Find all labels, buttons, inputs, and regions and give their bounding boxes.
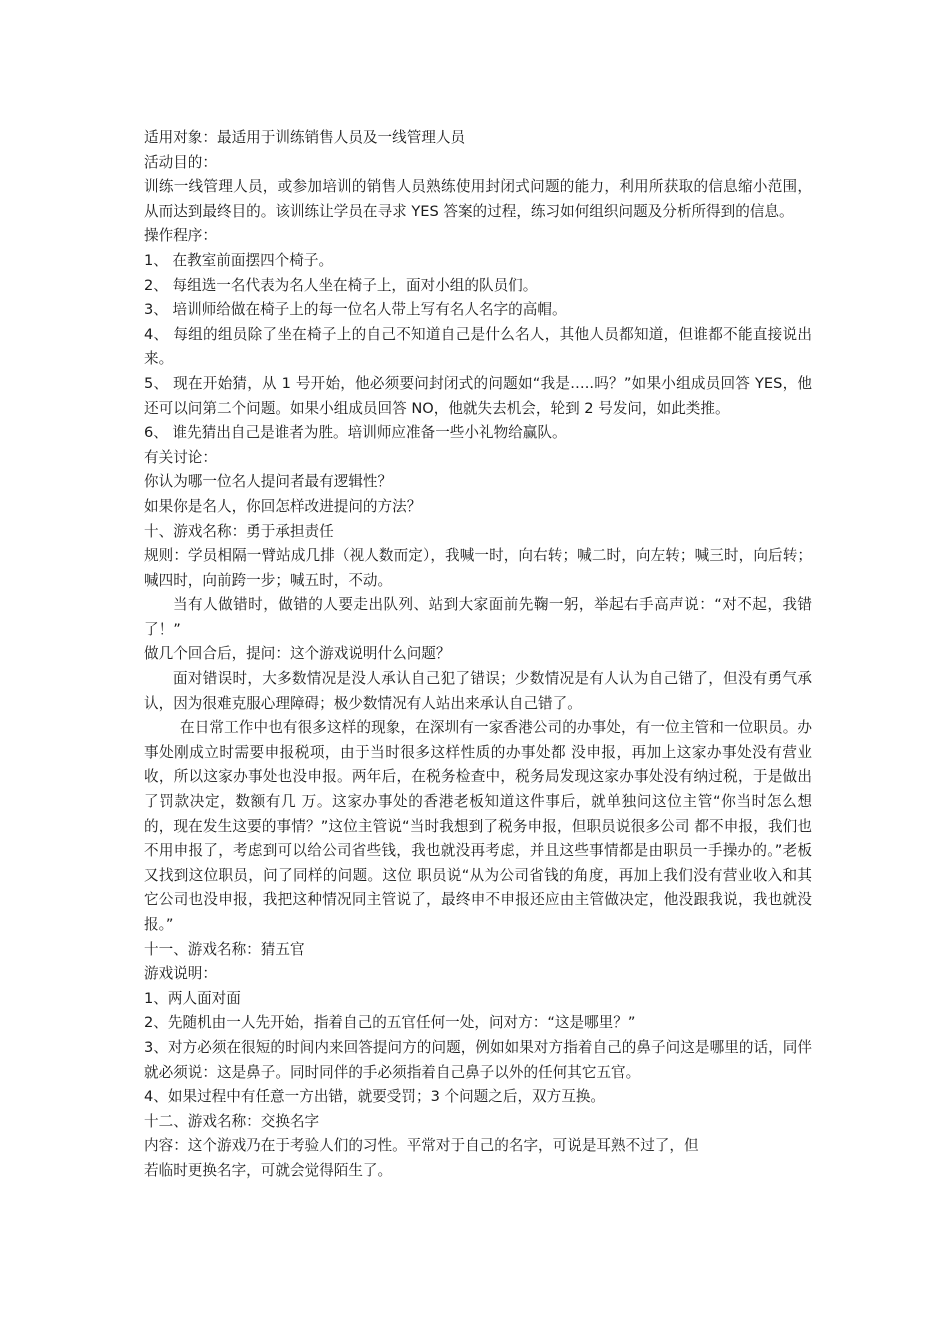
list-item: 4、如果过程中有任意一方出错，就要受罚；3 个问题之后，双方互换。 [144,1088,606,1106]
list-item: 3、对方必须在很短的时间内来回答提问方的问题，例如如果对方指着自己的鼻子问这是哪里的话，同伴就必须说：这是鼻子。同时同伴的手必须指着自己鼻子以外的任何其它五官。 [144,1038,812,1081]
paragraph: 若临时更换名字，可就会觉得陌生了。 [144,1161,393,1179]
list-item: 1、两人面对面 [144,989,241,1007]
paragraph: 操作程序： [144,227,217,245]
paragraph: 在日常工作中也有很多这样的现象，在深圳有一家香港公司的办事处，有一位主管和一位职员。办事处刚成立时需要申报税项，由于当时很多这样性质的办事处都 没申报，再加上这家办事处没有营业收，所以这家办事处也没申报。两年后，在税务检查中，税务局发现这家办事处没有纳过税，于是做出了罚款决定，数额有几 万。这家办事处的香港老板知道这件事后，就单独问这位主管“你当时怎么想的，现在发生这要的事情？”这位主管说“当时我想到了税务申报，但职员说很多公司 都不申报，我们也不用申报了，考虑到可以给公司省些钱，我也就没再考虑，并且这些事情都是由职员一手操办的。”老板又找到这位职员，问了同样的问题。这位 职员说“从为公司省钱的角度，再加上我们没有营业收入和其它公司也没申报，我把这种情况同主管说了，最终申不申报还应由主管做决定，他没跟我说，我也就没 报。” [144,719,812,933]
list-item: 5、 现在开始猜，从 1 号开始，他必须要问封闭式的问题如“我是…..吗？”如果小组成员回答 YES，他还可以问第二个问题。如果小组成员回答 NO，他就失去机会，轮到 2 号发问，如此类推。 [144,374,812,417]
paragraph: 游戏说明： [144,965,217,983]
list-item: 4、 每组的组员除了坐在椅子上的自己不知道自己是什么名人，其他人员都知道，但谁都不能直接说出来。 [144,325,812,368]
paragraph: 有关讨论： [144,448,217,466]
list-item: 2、 每组选一名代表为名人坐在椅子上，面对小组的队员们。 [144,276,538,294]
list-item: 3、 培训师给做在椅子上的每一位名人带上写有名人名字的高帽。 [144,301,567,319]
paragraph: 做几个回合后，提问：这个游戏说明什么问题？ [144,645,451,663]
paragraph: 你认为哪一位名人提问者最有逻辑性？ [144,473,393,491]
list-item: 6、 谁先猜出自己是谁者为胜。培训师应准备一些小礼物给赢队。 [144,424,567,442]
paragraph: 规则：学员相隔一臂站成几排（视人数而定），我喊一时，向右转；喊二时，向左转；喊三时，向后转；喊四时，向前跨一步；喊五时，不动。 [144,547,812,589]
list-item: 2、先随机由一人先开始，指着自己的五官任何一处，问对方：“这是哪里？” [144,1014,636,1032]
paragraph: 当有人做错时，做错的人要走出队列、站到大家面前先鞠一躬，举起右手高声说：“对不起，我错了！” [144,596,812,638]
paragraph: 面对错误时，大多数情况是没人承认自己犯了错误；少数情况是有人认为自己错了，但没有勇气承认，因为很难克服心理障碍；极少数情况有人站出来承认自己错了。 [144,670,812,712]
section-heading: 十二、游戏名称：交换名字 [144,1112,320,1130]
paragraph: 如果你是名人，你回怎样改进提问的方法？ [144,497,422,515]
list-item: 1、 在教室前面摆四个椅子。 [144,251,334,269]
paragraph: 活动目的： [144,153,217,171]
section-heading: 十、游戏名称：勇于承担责任 [144,522,334,540]
paragraph: 训练一线管理人员，或参加培训的销售人员熟练使用封闭式问题的能力，利用所获取的信息缩小范围，从而达到最终目的。该训练让学员在寻求 YES 答案的过程，练习如何组织问题及分析所得到的信息。 [144,178,812,220]
document-body [144,126,812,1184]
section-heading: 十一、游戏名称：猜五官 [144,940,305,958]
paragraph: 适用对象：最适用于训练销售人员及一线管理人员 [144,129,466,146]
paragraph: 内容：这个游戏乃在于考验人们的习性。平常对于自己的名字，可说是耳熟不过了，但 [144,1137,699,1155]
